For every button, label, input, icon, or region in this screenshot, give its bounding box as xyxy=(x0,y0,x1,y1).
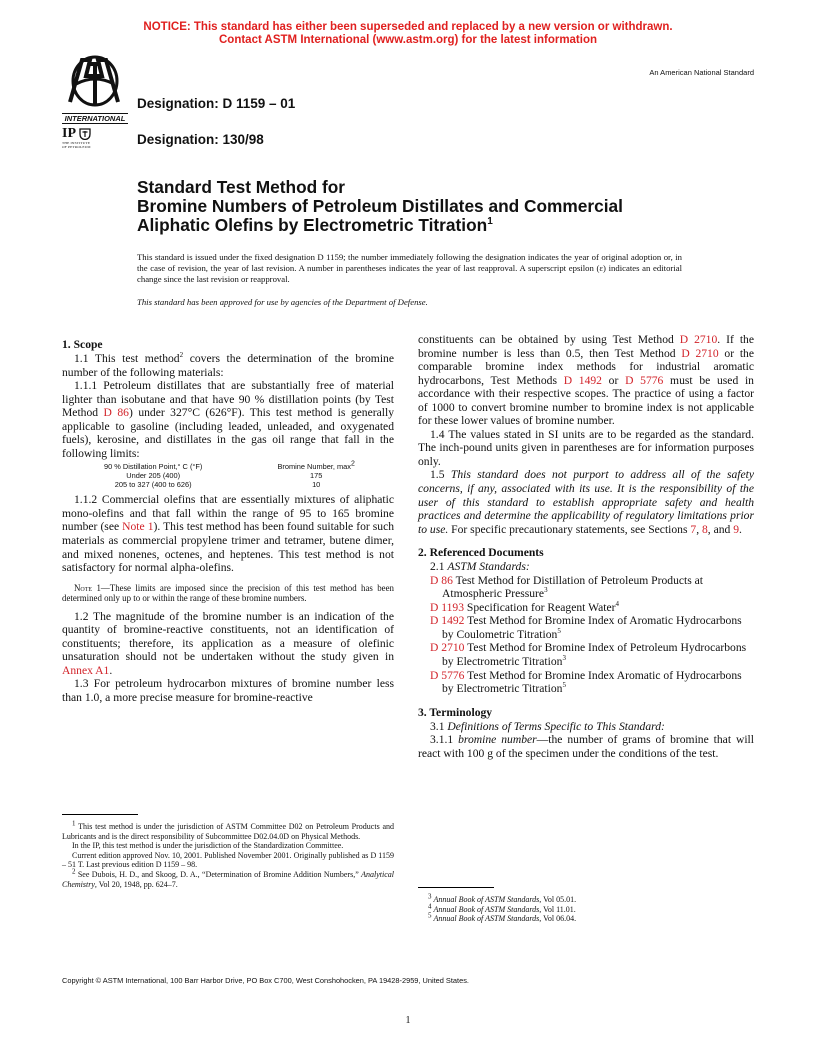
footnote-2-end: , Vol 20, 1948, pp. 624–7. xyxy=(94,879,178,889)
notice-line-1: NOTICE: This standard has either been superseded and replaced by a new version or withdrawn. xyxy=(143,21,673,33)
reference-code[interactable]: D 2710 xyxy=(430,641,465,655)
para-1-5-rest: For specific precautionary statements, see Sections xyxy=(448,522,691,536)
footnote-4-italic: Annual Book of ASTM Standards xyxy=(433,904,540,914)
para-1-1-1-a: 1.1.1 Petroleum distillates that are substantially free of material lighter than isobutane and that have 90 % distillation points (by Test Method xyxy=(62,379,394,420)
para-2-1-num: 2.1 xyxy=(430,560,448,574)
title-line-1: Standard Test Method for xyxy=(137,177,346,197)
footnote-1 xyxy=(62,819,394,841)
reference-footnote-mark: 3 xyxy=(544,586,548,595)
limits-col2-header-text: Bromine Number, max xyxy=(277,462,351,472)
footnotes-left xyxy=(62,819,394,889)
section-1-heading: 1. Scope xyxy=(62,338,103,351)
section-2-heading: 2. Referenced Documents xyxy=(418,546,544,560)
american-national-standard: An American National Standard xyxy=(649,68,754,77)
para-1-1-rest: covers the determination of the bromine number of the following materials: xyxy=(62,352,394,379)
para-1-5-num: 1.5 xyxy=(430,468,451,482)
title-line-2: Bromine Numbers of Petroleum Distillates and Commercial xyxy=(137,196,623,216)
para-1-1-2-b: ). This test method has been found suitable for such materials as commercial propylene trimer and tetramer, butene dimer, and mixed nonenes, octenes, and heptenes. This test method is not satisfactory for normal alpha-olefins. xyxy=(62,520,395,575)
note-1 xyxy=(62,583,394,604)
para-1-3-cont-d: or xyxy=(601,373,626,387)
footnote-1-b: In the IP, this test method is under the jurisdiction of the Standardization Committee. xyxy=(72,841,344,851)
list-item xyxy=(430,614,754,641)
limits-col2-header xyxy=(244,462,388,471)
list-item xyxy=(430,601,754,615)
para-3-1 xyxy=(418,720,754,734)
designation-astm: Designation: D 1159 – 01 xyxy=(137,96,296,111)
reference-code[interactable]: D 1193 xyxy=(430,600,465,614)
footnote-5-rest: , Vol 06.04. xyxy=(539,914,577,924)
limits-cell: 175 xyxy=(310,471,323,481)
limits-col1-header: 90 % Distillation Point,° C (°F) xyxy=(104,462,203,472)
footnote-2-mark: 2 xyxy=(72,867,76,876)
footnote-2-journal: Analytical Chemistry xyxy=(62,869,394,889)
limits-col2-sup: 2 xyxy=(350,460,355,468)
reference-footnote-mark: 4 xyxy=(615,599,619,608)
designation-ip: Designation: 130/98 xyxy=(137,132,264,147)
list-item xyxy=(430,641,754,668)
link-d1492[interactable]: D 1492 xyxy=(563,373,602,387)
para-1-2-a: 1.2 The magnitude of the bromine number is an indication of the quantity of bromine-reactive constituents, not an identification of constituents; therefore, its application as a measure of olefinic unsaturation should not be undertaken without the study given in xyxy=(62,609,394,664)
term-bromine-number: bromine number xyxy=(458,733,537,747)
page-number: 1 xyxy=(405,1015,411,1026)
link-section-7[interactable]: 7 xyxy=(690,522,697,536)
note-1-label: Note xyxy=(74,582,93,593)
astm-logo-icon xyxy=(62,54,128,108)
footnote-1-c: Current edition approved Nov. 10, 2001. Published November 2001. Originally published as D 1159 – 51 T. Last previous edition D 1159 – 98. xyxy=(62,850,394,870)
limits-cell: 205 to 327 (400 to 626) xyxy=(114,480,192,490)
footnote-5-mark: 5 xyxy=(428,911,432,920)
para-2-1-italic: ASTM Standards: xyxy=(447,560,530,574)
reference-title: Test Method for Distillation of Petroleum Products at Atmospheric Pressure xyxy=(442,573,704,601)
left-column xyxy=(62,337,394,704)
note-1-text: 1—These limits are imposed since the precision of this test method has been determined only up to or within the range of these bromine numbers. xyxy=(62,582,394,604)
astm-logo-text: INTERNATIONAL xyxy=(62,113,128,124)
para-1-3: 1.3 For petroleum hydrocarbon mixtures of bromine number less than 1.0, a more precise measure for bromine-reactive xyxy=(62,677,394,704)
reference-code[interactable]: D 5776 xyxy=(430,668,465,682)
link-section-9[interactable]: 9 xyxy=(733,522,740,536)
para-1-3-cont-a: constituents can be obtained by using Test Method xyxy=(418,333,680,346)
para-3-1-1-definition: —the number of grams of bromine that will react with 100 g of the specimen under the conditions of the test. xyxy=(418,733,754,760)
list-item xyxy=(430,669,754,696)
reference-title: Test Method for Bromine Index Aromatic of Hydrocarbons by Electrometric Titration xyxy=(442,668,742,696)
reference-title: Specification for Reagent Water xyxy=(464,600,616,614)
para-1-5-sep: , and xyxy=(707,522,734,536)
reference-footnote-mark: 5 xyxy=(557,627,561,636)
ip-logo-subtext: THE INSTITUTE OF PETROLEUM xyxy=(62,141,91,149)
footnote-4-mark: 4 xyxy=(428,901,432,910)
link-section-8[interactable]: 8 xyxy=(701,522,708,536)
para-1-5 xyxy=(418,468,754,536)
footnote-5 xyxy=(428,911,754,924)
notice-line-2: Contact ASTM International (www.astm.org) for the latest information xyxy=(218,34,598,46)
para-3-1-1-num: 3.1.1 xyxy=(430,733,459,747)
reference-title: Test Method for Bromine Index of Aromatic Hydrocarbons by Coulometric Titration xyxy=(442,614,742,641)
para-1-3-cont-c: or the comparable bromine index methods for industrial aromatic hydrocarbons, Test Methods xyxy=(418,346,754,387)
ip-logo-letters: IP xyxy=(62,126,76,141)
ip-logo xyxy=(62,127,102,149)
para-1-1 xyxy=(62,352,394,379)
footnote-3-mark: 3 xyxy=(428,892,432,901)
supersession-notice xyxy=(0,21,816,47)
section-3-heading: 3. Terminology xyxy=(418,705,493,719)
title-footnote-mark: 1 xyxy=(487,216,493,228)
para-1-1-1 xyxy=(62,379,394,460)
title-line-3-text: Aliphatic Olefins by Electrometric Titration xyxy=(137,215,488,235)
reference-code[interactable]: D 1492 xyxy=(430,614,465,628)
para-1-3-cont-e: must be used in accordance with their respective scopes. The practice of using a factor of 1000 to convert bromine number to bromine index is not applicable for these lower values of bromine number. xyxy=(418,373,754,428)
footnote-rule-left xyxy=(62,814,138,815)
para-1-3-cont-b: . If the bromine number is less than 0.5, then Test Method xyxy=(418,333,754,360)
right-column xyxy=(418,333,754,760)
footnote-rule-right xyxy=(418,887,494,888)
limits-cell: Under 205 (400) xyxy=(126,471,181,481)
footnote-2 xyxy=(62,867,394,889)
para-1-1-1-b: ) under 327°C (626°F). This test method is generally applicable to gasoline (including leaded, unleaded, and oxygenated fuels), kerosine, and distillates in the gas oil range that fall in the following limits: xyxy=(62,406,394,460)
table-row xyxy=(62,480,388,489)
document-title xyxy=(137,178,697,235)
footnote-1-mark: 1 xyxy=(72,819,76,828)
footnote-ref-2: 2 xyxy=(179,351,184,360)
para-1-5-italic: This standard does not purport to address all of the safety concerns, if any, associated with its use. It is the responsibility of the user of this standard to establish appropriate safety and health practices and determine the applicability of regulatory limitations prior to use. xyxy=(418,468,755,536)
footnote-1-text: This test method is under the jurisdiction of ASTM Committee D02 on Petroleum Products and Lubricants and is the direct responsibility of Subcommittee D02.04.0D on Physical Methods. xyxy=(62,822,394,841)
footnote-2-text: See Dubois, H. D., and Skoog, D. A., “Determination of Bromine Addition Numbers,” xyxy=(75,869,362,879)
reference-list xyxy=(418,574,754,696)
footnote-3-rest: , Vol 05.01. xyxy=(539,895,577,904)
para-1-1-2 xyxy=(62,493,394,574)
footnote-4 xyxy=(428,901,754,915)
para-1-4: 1.4 The values stated in SI units are to be regarded as the standard. The inch-pound units given in parentheses are for information purposes only. xyxy=(418,427,754,468)
list-item xyxy=(430,574,754,601)
link-d5776[interactable]: D 5776 xyxy=(625,373,664,387)
approved-note: This standard has been approved for use by agencies of the Department of Defense. xyxy=(137,297,428,307)
title-line-3 xyxy=(137,216,697,235)
link-d86[interactable]: D 86 xyxy=(103,406,129,420)
table-row xyxy=(62,471,388,480)
link-annex-a1[interactable]: Annex A1 xyxy=(62,663,110,677)
copyright-line: Copyright © ASTM International, 100 Barr Harbor Drive, PO Box C700, West Conshohocken, PA 19428-2959, United States. xyxy=(62,976,469,985)
astm-logo xyxy=(62,54,128,123)
para-3-1-italic: Definitions of Terms Specific to This Standard: xyxy=(447,719,665,733)
para-1-3-continued xyxy=(418,333,754,428)
footnote-4-rest: , Vol 11.01. xyxy=(539,904,576,914)
footnote-3 xyxy=(428,892,754,905)
reference-footnote-mark: 3 xyxy=(562,654,566,663)
para-1-1-text: 1.1 This test method xyxy=(74,352,180,365)
limits-cell: 10 xyxy=(312,480,321,490)
link-d2710[interactable]: D 2710 xyxy=(681,346,719,360)
para-2-1 xyxy=(418,560,754,574)
preamble: This standard is issued under the fixed designation D 1159; the number immediately following the designation indicates the year of original adoption or, in the case of revision, the year of last revision. A number in parentheses indicates the year of last reapproval. A superscript epsilon (ε) indicates an editorial change since the last revision or reapproval. xyxy=(137,252,682,285)
ip-crest-icon xyxy=(79,128,91,140)
para-3-1-1 xyxy=(418,733,754,760)
footnotes-right xyxy=(428,892,754,924)
para-1-2 xyxy=(62,610,394,678)
link-note-1[interactable]: Note 1 xyxy=(122,520,154,534)
limits-table xyxy=(62,462,388,489)
para-1-5-sep: , xyxy=(696,522,702,536)
para-1-1-2-a: 1.1.2 Commercial olefins that are essentially mixtures of aliphatic mono-olefins and that fall within the range of 95 to 165 bromine number (see xyxy=(62,493,394,534)
link-d2710[interactable]: D 2710 xyxy=(679,333,718,346)
para-1-2-b: . xyxy=(109,663,113,677)
para-1-5-end: . xyxy=(739,522,742,536)
reference-footnote-mark: 5 xyxy=(562,681,566,690)
footnote-3-italic: Annual Book of ASTM Standards xyxy=(433,895,540,904)
reference-code[interactable]: D 86 xyxy=(430,573,453,587)
reference-title: Test Method for Bromine Index of Petroleum Hydrocarbons by Electrometric Titration xyxy=(442,641,747,669)
para-3-1-num: 3.1 xyxy=(430,719,448,733)
footnote-5-italic: Annual Book of ASTM Standards xyxy=(433,914,540,924)
